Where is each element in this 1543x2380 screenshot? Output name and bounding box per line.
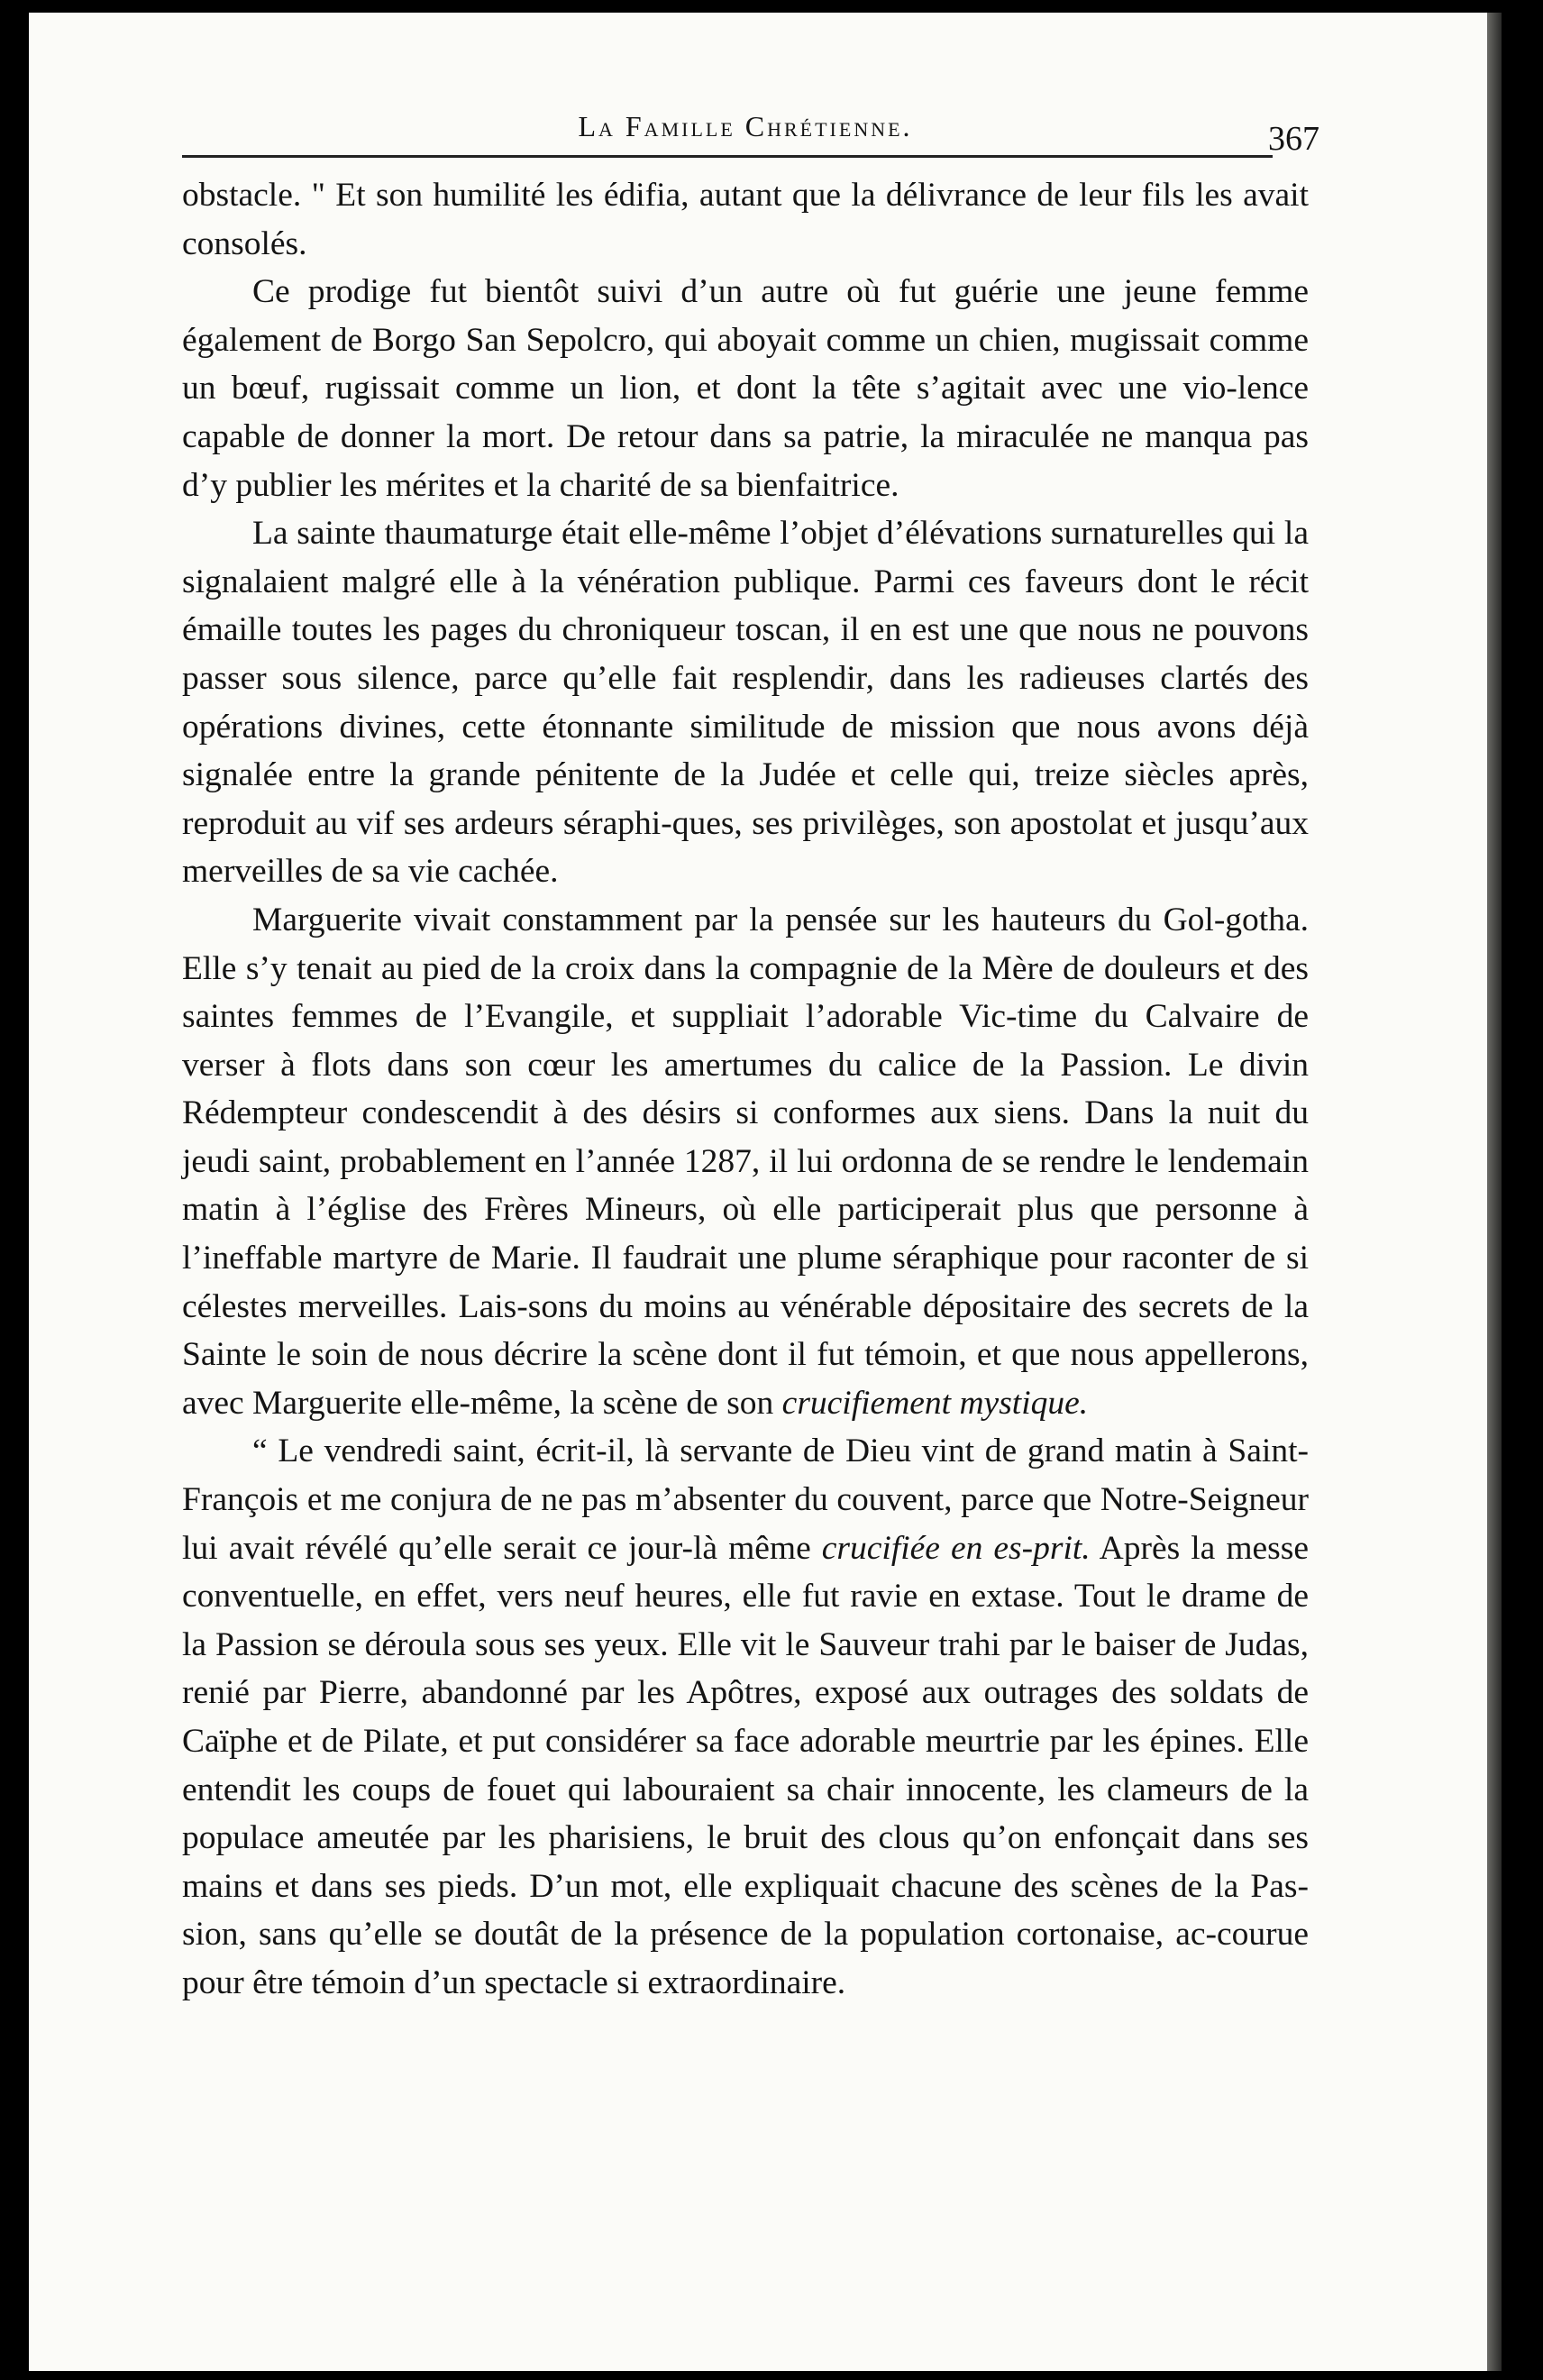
page-edge: [1487, 13, 1502, 2371]
body-text: [182, 171, 1309, 2008]
paragraph-continued: [182, 171, 1309, 268]
page-content: [182, 13, 1319, 2008]
paragraph: [182, 509, 1309, 896]
text-run: “ Le vendredi saint, écrit-il, là servante de Dieu vint de grand matin à Saint-François et me conjura de ne pas m’absenter du couvent, parce que Notre-Seigneur lui avait révélé qu’elle serait ce jour-là même: [182, 1433, 1309, 1567]
italic-run: crucifiement mystique.: [781, 1384, 1089, 1422]
text-run: Après la messe conventuelle, en effet, vers neuf heures, elle fut ravie en extase. Tout le drame de la Passion se déroula sous ses yeux. Elle vit le Sauveur trahi par le baiser de Judas, renié par Pierre, abandonné par les Apôtres, exposé aux outrages des soldats de Caïphe et de Pilate, et put considérer sa face adorable meurtrie par les épines. Elle entendit les coups de fouet qui labouraient sa chair innocente, les clameurs de la populace ameutée par les pharisiens, le bruit des clous qu’on enfonçait dans ses mains et dans ses pieds. D’un mot, elle expliquait chacune des scènes de la Pas-sion, sans qu’elle se doutât de la présence de la population cortonaise, ac-courue pour être témoin d’un spectacle si extraordinaire.: [182, 1529, 1309, 2001]
italic-run: crucifiée en es-prit.: [821, 1529, 1091, 1567]
paragraph: [182, 268, 1309, 509]
header-rule: [182, 155, 1273, 158]
text-run: obstacle. " Et son humilité les édifia, autant que la délivrance de leur fils les avait consolés.: [182, 177, 1309, 262]
running-title: La Famille Chrétienne.: [578, 110, 913, 142]
text-run: Marguerite vivait constamment par la pensée sur les hauteurs du Gol-gotha. Elle s’y tenait au pied de la croix dans la compagnie de la Mère de douleurs et des saintes femmes de l’Evangile, et suppliait l’adorable Vic-time du Calvaire de verser à flots dans son cœur les amertumes du calice de la Passion. Le divin Rédempteur condescendit à des désirs si conformes aux siens. Dans la nuit du jeudi saint, probablement en l’année 1287, il lui ordonna de se rendre le lendemain matin à l’église des Frères Mineurs, où elle participerait plus que personne à l’ineffable martyre de Marie. Il faudrait une plume séraphique pour raconter de si célestes merveilles. Lais-sons du moins au vénérable dépositaire des secrets de la Sainte le soin de nous décrire la scène dont il fut témoin, et que nous appellerons, avec Marguerite elle-même, la scène de son: [182, 901, 1309, 1422]
paragraph-quotation: [182, 1427, 1309, 2007]
paragraph: [182, 896, 1309, 1428]
text-run: La sainte thaumaturge était elle-même l’objet d’élévations surnaturelles qui la signalaient malgré elle à la vénération publique. Parmi ces faveurs dont le récit émaille toutes les pages du chroniqueur toscan, il en est une que nous ne pouvons passer sous silence, parce qu’elle fait resplendir, dans les radieuses clartés des opérations divines, cette étonnante similitude de mission que nous avons déjà signalée entre la grande pénitente de la Judée et celle qui, treize siècles après, reproduit au vif ses ardeurs séraphi-ques, ses privilèges, son apostolat et jusqu’aux merveilles de sa vie cachée.: [182, 515, 1309, 891]
page-number: 367: [1268, 120, 1319, 158]
running-header: [182, 13, 1319, 171]
text-run: Ce prodige fut bientôt suivi d’un autre où fut guérie une jeune femme également de Borgo San Sepolcro, qui aboyait comme un chien, mugissait comme un bœuf, rugissait comme un lion, et dont la tête s’agitait avec une vio-lence capable de donner la mort. De retour dans sa patrie, la miraculée ne manqua pas d’y publier les mérites et la charité de sa bienfaitrice.: [182, 273, 1309, 504]
book-page: [29, 13, 1502, 2371]
